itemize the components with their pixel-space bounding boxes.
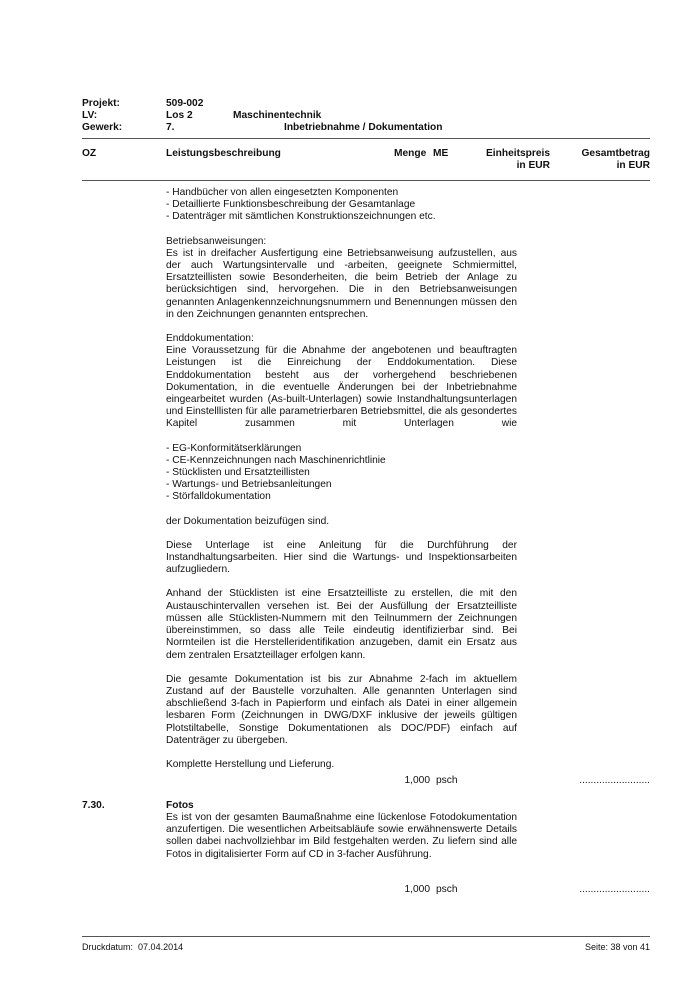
item-730-description bbox=[166, 812, 517, 861]
page-number: Seite: 38 von 41 bbox=[584, 942, 650, 952]
col-gesamtbetrag bbox=[560, 148, 650, 172]
item-730-me: psch bbox=[436, 884, 458, 895]
list-item: - Störfalldokumentation bbox=[166, 491, 271, 503]
druckdatum bbox=[82, 941, 183, 953]
gewerk-label: Gewerk: bbox=[82, 122, 123, 133]
col-me: ME bbox=[433, 148, 449, 159]
projekt-value: 509-002 bbox=[166, 98, 204, 109]
lv-title: Maschinentechnik bbox=[233, 110, 322, 121]
diese-unterlage-text: Diese Unterlage ist eine Anleitung für die Durchführung der Instandhaltungsarbeiten. Hier sind die Wartungs- und Inspektionsarbeiten aufzugliedern. bbox=[166, 539, 517, 576]
item-730-gesamtbetrag: ......................... bbox=[579, 884, 650, 895]
list-item: - Wartungs- und Betriebsanleitungen bbox=[166, 479, 332, 491]
list-item: - Stücklisten und Ersatzteillisten bbox=[166, 467, 310, 479]
footer-divider bbox=[82, 936, 650, 937]
end-text: Eine Voraussetzung für die Abnahme der angebotenen und beauftragten Leistungen ist die Einreichung der Enddokumentation. Diese Enddokumentation besteht aus der vorhergehend beschriebenen Dokumentation, in die eventuelle Änderungen bei der Inbetriebnahme eingearbeitet wurden (As-built-Unterlagen) sowie Instandhaltungsunterlagen und Einstelllisten für alle parametrierbaren Betriebsmittel, die als gesondertes Kapitel zusammen mit Unterlagen wie bbox=[166, 345, 517, 430]
projekt-label: Projekt: bbox=[82, 98, 120, 109]
item-730-title: Fotos bbox=[166, 800, 194, 811]
list-item: - Datenträger mit sämtlichen Konstruktionszeichnungen etc. bbox=[166, 211, 436, 223]
gesamte-doku-text: Die gesamte Dokumentation ist bis zur Abnahme 2-fach im aktuellem Zustand auf der Baustelle vorzuhalten. Alle genannten Unterlagen sind abschließend 3-fach in Papierform und einfach als Datei in einer allgemein lesbaren Form (Zeichnungen in DWG/DXF inklusive der jeweils gültigen Plotstiltabelle, Sonstige Dokumentationen als DOC/PDF) einfach auf Datenträger zu übergeben. bbox=[166, 673, 517, 746]
item-730-text: Es ist von der gesamten Baumaßnahme eine lückenlose Fotodokumentation anzufertigen. Die wesentlichen Arbeitsabläufe sowie erwähnenswerte Details sollen dabei nachvollziehbar im Bild festgehalten werden. Zu liefern sind alle Fotos in digitalisierter Form auf CD in 3-facher Ausführung. bbox=[166, 812, 517, 860]
lv-label: LV: bbox=[82, 110, 98, 121]
list-item: - EG-Konformitätserklärungen bbox=[166, 442, 302, 454]
gewerk-value: 7. bbox=[166, 122, 175, 133]
item-prev-gesamtbetrag: ......................... bbox=[579, 775, 650, 786]
item-prev-me: psch bbox=[436, 775, 458, 786]
betrieb-heading: Betriebsanweisungen: bbox=[166, 235, 267, 247]
komplett-text: Komplette Herstellung und Lieferung. bbox=[166, 758, 335, 770]
beizufuegen-text: der Dokumentation beizufügen sind. bbox=[166, 515, 330, 527]
item-prev-menge: 1,000 bbox=[404, 775, 430, 786]
druckdatum-label: Druckdatum: bbox=[82, 942, 134, 952]
col-einheitspreis-line1: Einheitspreis bbox=[486, 148, 550, 159]
betrieb-text: Es ist in dreifacher Ausfertigung eine Betriebsanweisung aufzustellen, aus der auch Wartungsintervalle und -arbeiten, geeignete Schmiermittel, Ersatzteillisten sowie Besonderheiten, die beim Betrieb der Anlage zu berücksichtigen sind, hervorgehen. Die in den Betriebsanweisungen genannten Anlagenkennzeichnungsnummern und Benennungen müssen den in den Zeichnungen genannten entsprechen. bbox=[166, 247, 517, 320]
col-oz: OZ bbox=[82, 148, 97, 159]
list-item: - CE-Kennzeichnungen nach Maschinenrichtlinie bbox=[166, 454, 386, 466]
end-heading: Enddokumentation: bbox=[166, 333, 254, 345]
column-divider bbox=[82, 180, 650, 181]
item-prev-description bbox=[166, 187, 517, 771]
col-einheitspreis-line2: in EUR bbox=[516, 160, 550, 172]
col-description: Leistungsbeschreibung bbox=[166, 148, 281, 159]
stuecklisten-text: Anhand der Stücklisten ist eine Ersatzteilliste zu erstellen, die mit den Austauschintervallen versehen ist. Bei der Ausfüllung der Ersatzteilliste müssen alle Stücklisten-Nummern mit den Teilnummern der Zeichnungen übereinstimmen, so dass alle Teile eindeutig identifizierbar sind. Bei Normteilen ist die Herstelleridentifikation anzugeben, damit ein Ersatz aus dem zentralen Ersatzteillager erfolgen kann. bbox=[166, 588, 517, 661]
gewerk-title: Inbetriebnahme / Dokumentation bbox=[284, 122, 443, 133]
col-menge: Menge bbox=[394, 148, 427, 159]
col-einheitspreis bbox=[470, 148, 550, 172]
druckdatum-value: 07.04.2014 bbox=[138, 942, 184, 952]
item-730-menge: 1,000 bbox=[404, 884, 430, 895]
col-gesamtbetrag-line2: in EUR bbox=[616, 160, 650, 172]
col-gesamtbetrag-line1: Gesamtbetrag bbox=[581, 148, 650, 159]
lv-value: Los 2 bbox=[166, 110, 193, 121]
list-item: - Handbücher von allen eingesetzten Komponenten bbox=[166, 187, 399, 198]
item-730-oz: 7.30. bbox=[82, 800, 105, 811]
header-divider bbox=[82, 138, 650, 139]
list-item: - Detaillierte Funktionsbeschreibung der Gesamtanlage bbox=[166, 199, 416, 211]
